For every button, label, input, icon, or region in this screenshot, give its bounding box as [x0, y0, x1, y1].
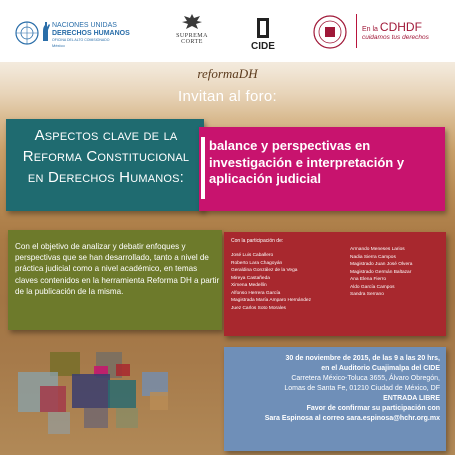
- rsvp-line2[interactable]: Sara Espinosa al correo sara.espinosa@hchr.org.mx: [264, 415, 440, 422]
- participant-name: Mireya Castañeda: [231, 275, 270, 281]
- subtitle-box-magenta: [199, 127, 445, 211]
- event-address-line2: Lomas de Santa Fe, 01210 Ciudad de México, DF: [284, 385, 440, 392]
- decorative-square: [48, 412, 70, 434]
- participant-name: Magistrado Germán Baltazar: [350, 269, 412, 275]
- un-name-line3: OFICINA DEL ALTO COMISIONADO: [52, 38, 110, 42]
- event-entry: ENTRADA LIBRE: [383, 395, 440, 402]
- rsvp-line1: Favor de confirmar su participación con: [306, 405, 440, 412]
- decorative-square: [40, 386, 66, 412]
- event-date: 30 de noviembre de 2015, de las 9 a las 20 hrs,: [285, 355, 440, 362]
- participants-heading: Con la participación de:: [231, 238, 284, 244]
- participant-name: Geraldina González de la Vega: [231, 268, 298, 273]
- decorative-square: [116, 364, 130, 376]
- forum-subtitle: balance y perspectivas en investigación e interpretación y aplicación judicial: [209, 138, 405, 186]
- event-details: [226, 354, 440, 424]
- participants-column-left: [231, 252, 311, 312]
- forum-title: [14, 125, 198, 188]
- eagle-emblem-icon: [180, 12, 204, 32]
- un-ohchr-name: [52, 22, 154, 48]
- participant-name: Aldo García Campos: [350, 284, 395, 290]
- un-name-line2: DERECHOS HUMANOS: [52, 30, 130, 37]
- forum-title-line2: Reforma Constitucional: [22, 148, 190, 165]
- invitation-heading: Invitan al foro:: [177, 88, 278, 105]
- participant-name: Sandra Serrano: [350, 292, 384, 297]
- cdhdf-name: [362, 20, 429, 41]
- participant-name: Alfonso Herrera García: [231, 290, 281, 296]
- event-venue: en el Auditorio Cuajimalpa del CIDE: [321, 365, 440, 372]
- participant-name: Magistrada María Amparo Hernández: [231, 298, 311, 303]
- scjn-line1: SUPREMA: [176, 33, 208, 39]
- title-box-teal: [6, 119, 204, 211]
- cdhdf-acronym: CDHDF: [379, 20, 422, 34]
- reforma-dh-logo: reformaDH: [197, 66, 258, 81]
- participants-column-right: [350, 246, 412, 299]
- participant-name: Nadia Sierra Campos: [350, 254, 396, 260]
- objective-text: Con el objetivo de analizar y debatir enfoques y perspectivas que se han desarrollado, tanto a nivel de práctica judicial como a nivel académico, en temas claves contenidos en la herramienta Reforma DH a partir de la publicación de la misma.: [15, 242, 220, 296]
- scjn-logo: [170, 12, 214, 45]
- human-rights-hand-icon: [40, 19, 52, 43]
- cdhdf-divider: [356, 14, 357, 48]
- objective-box: [8, 230, 222, 330]
- un-name-line1: NACIONES UNIDAS: [52, 22, 117, 29]
- participant-name: Magistrado Juan José Olvera: [350, 262, 413, 267]
- forum-title-line3: en Derechos Humanos:: [27, 169, 185, 186]
- participants-box: [224, 232, 446, 336]
- subtitle-accent-bar: [201, 137, 205, 199]
- cdhdf-seal-icon: [312, 14, 348, 50]
- event-address-line1: Carretera México-Toluca 3655, Álvaro Obregón,: [291, 375, 440, 382]
- decorative-square: [72, 374, 110, 408]
- cide-label: CIDE: [251, 41, 275, 52]
- participant-name: Ximena Medellín: [231, 283, 267, 288]
- logo-bar: [0, 0, 455, 62]
- decorative-square: [150, 392, 168, 410]
- un-emblem-icon: [14, 20, 40, 46]
- cdhdf-prefix: En la: [362, 26, 380, 33]
- scjn-line2: CORTE: [181, 39, 203, 45]
- decorative-square: [84, 408, 108, 428]
- decorative-square: [108, 380, 136, 408]
- participant-name: Armando Meneses Larios: [350, 247, 405, 252]
- forum-title-line1: Aspectos clave de la: [34, 127, 178, 144]
- cdhdf-tagline: cuidamos tus derechos: [362, 34, 429, 41]
- participant-name: Ana Elena Fierro: [350, 277, 386, 282]
- decorative-square: [116, 408, 138, 428]
- participant-name: José Luis Caballero: [231, 253, 274, 258]
- participant-name: Roberto Lara Chagoyán: [231, 260, 283, 266]
- event-info-box: [224, 347, 446, 451]
- participant-name: Juez Carlos Soto Morales: [231, 305, 286, 311]
- un-country: México: [52, 43, 65, 48]
